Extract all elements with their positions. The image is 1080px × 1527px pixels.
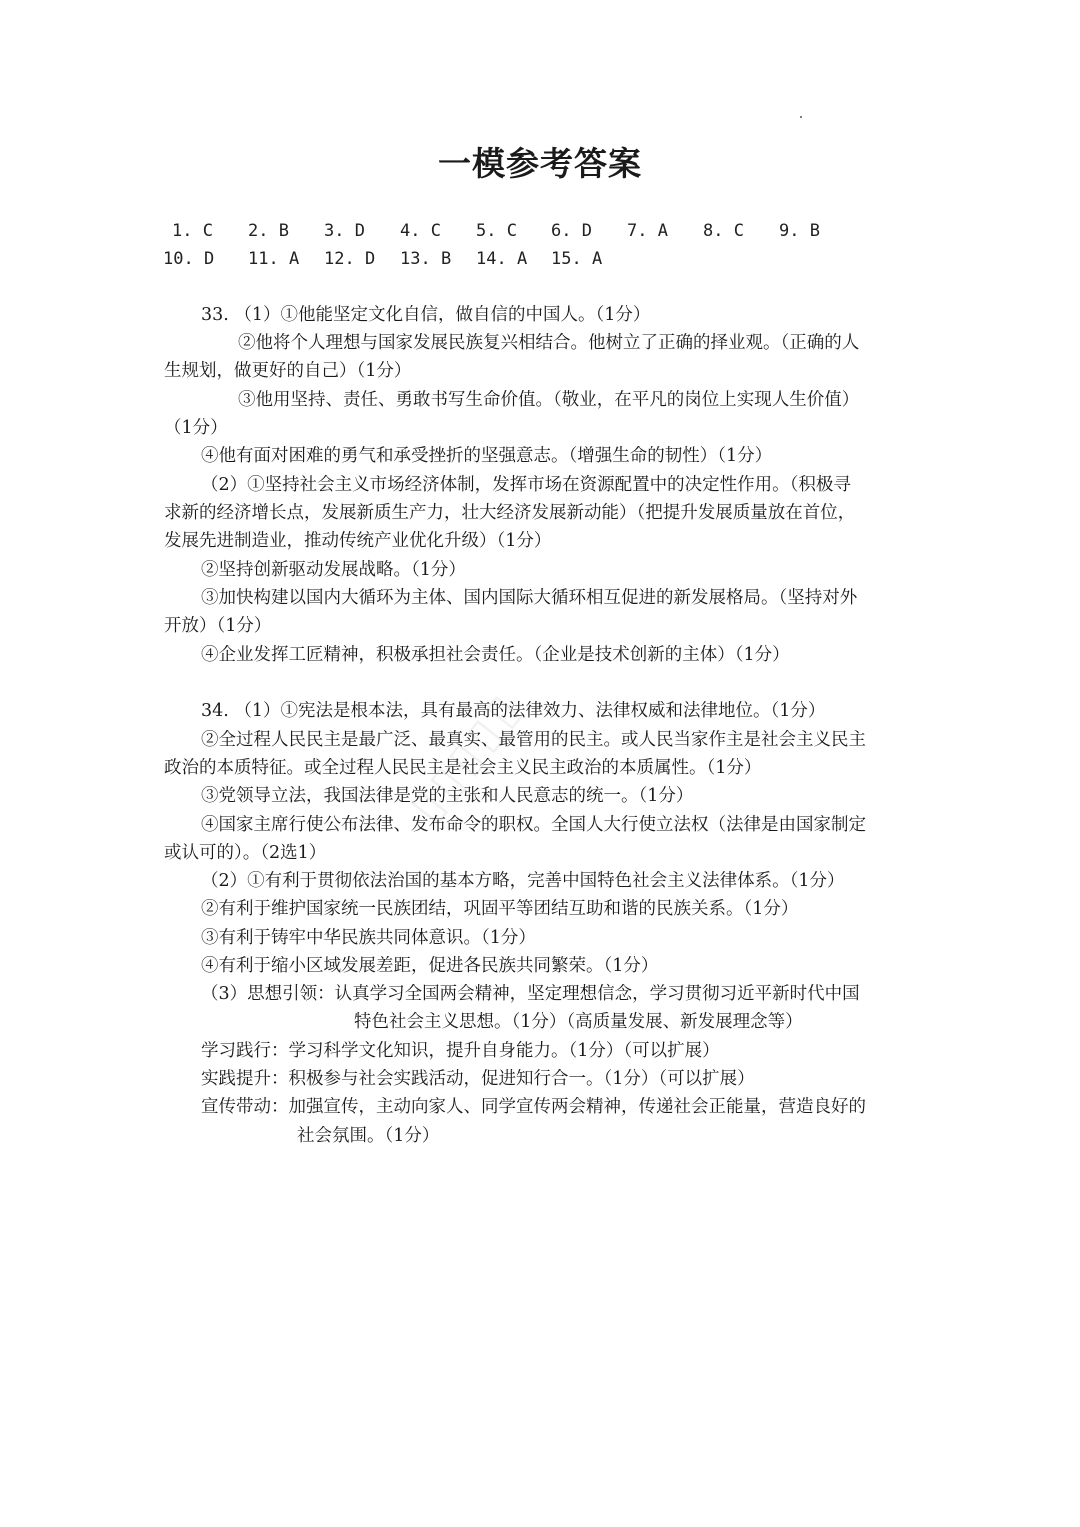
q34-line: ④有利于缩小区域发展差距，促进各民族共同繁荣。（1分） bbox=[201, 956, 659, 976]
scan-dot bbox=[800, 116, 802, 118]
choice-answer: 7. A bbox=[627, 221, 668, 241]
choice-answer: 12. D bbox=[324, 249, 376, 269]
q34-line: （2）①有利于贯彻依法治国的基本方略，完善中国特色社会主义法律体系。（1分） bbox=[201, 871, 845, 891]
q33-line: 发展先进制造业，推动传统产业优化升级）（1分） bbox=[164, 531, 552, 551]
q34-line: 宣传带动：加强宣传，主动向家人、同学宣传两会精神，传递社会正能量，营造良好的 bbox=[201, 1097, 866, 1117]
q34-line: ④国家主席行使公布法律、发布命令的职权。全国人大行使立法权（法律是由国家制定 bbox=[201, 815, 866, 835]
q34-line: ③党领导立法，我国法律是党的主张和人民意志的统一。（1分） bbox=[201, 786, 694, 806]
choice-answer: 13. B bbox=[400, 249, 452, 269]
q33-line: ③他用坚持、责任、勇敢书写生命价值。（敬业，在平凡的岗位上实现人生价值） bbox=[238, 390, 860, 410]
q34-line: 学习践行：学习科学文化知识，提升自身能力。（1分）（可以扩展） bbox=[201, 1041, 720, 1061]
choice-answer: 5. C bbox=[476, 221, 517, 241]
q34-line: ②有利于维护国家统一民族团结，巩固平等团结互助和谐的民族关系。（1分） bbox=[201, 899, 799, 919]
choice-answer: 1. C bbox=[172, 221, 213, 241]
choice-answer: 14. A bbox=[476, 249, 528, 269]
choice-answer: 4. C bbox=[400, 221, 441, 241]
q33-line: 生规划，做更好的自己）（1分） bbox=[164, 361, 412, 381]
choice-answer: 8. C bbox=[703, 221, 744, 241]
choice-answer: 11. A bbox=[248, 249, 300, 269]
q33-line: ③加快构建以国内大循环为主体、国内国际大循环相互促进的新发展格局。（坚持对外 bbox=[201, 588, 858, 608]
q33-line: （2）①坚持社会主义市场经济体制，发挥市场在资源配置中的决定性作用。（积极寻 bbox=[201, 475, 851, 495]
page-title: 一模参考答案 bbox=[438, 144, 642, 183]
choice-answer: 2. B bbox=[248, 221, 289, 241]
q33-line: ④企业发挥工匠精神，积极承担社会责任。（企业是技术创新的主体）（1分） bbox=[201, 645, 790, 665]
q34-line: 34. （1）①宪法是根本法，具有最高的法律效力、法律权威和法律地位。（1分） bbox=[201, 701, 826, 721]
choice-answer: 6. D bbox=[551, 221, 592, 241]
q33-line: 33. （1）①他能坚定文化自信，做自信的中国人。（1分） bbox=[201, 305, 651, 325]
choice-answer: 15. A bbox=[551, 249, 603, 269]
q34-line: 特色社会主义思想。（1分）（高质量发展、新发展理念等） bbox=[354, 1012, 803, 1032]
q34-line: （3）思想引领：认真学习全国两会精神，坚定理想信念，学习贯彻习近平新时代中国 bbox=[201, 984, 860, 1004]
watermark: ▯▯▯▯▯ bbox=[400, 680, 534, 832]
q33-line: ④他有面对困难的勇气和承受挫折的坚强意志。（增强生命的韧性）（1分） bbox=[201, 446, 773, 466]
q33-line: 求新的经济增长点，发展新质生产力，壮大经济发展新动能）（把提升发展质量放在首位， bbox=[164, 503, 856, 523]
q33-line: （1分） bbox=[164, 418, 228, 438]
choice-answer: 10. D bbox=[163, 249, 215, 269]
q34-line: ②全过程人民民主是最广泛、最真实、最管用的民主。或人民当家作主是社会主义民主 bbox=[201, 730, 866, 750]
q34-line: 或认可的）。（2选1） bbox=[164, 843, 327, 863]
q33-line: 开放）（1分） bbox=[164, 616, 272, 636]
q34-line: ③有利于铸牢中华民族共同体意识。（1分） bbox=[201, 928, 536, 948]
q33-line: ②坚持创新驱动发展战略。（1分） bbox=[201, 560, 466, 580]
q34-line: 实践提升：积极参与社会实践活动，促进知行合一。（1分）（可以扩展） bbox=[201, 1069, 755, 1089]
choice-answer: 3. D bbox=[324, 221, 365, 241]
choice-answer: 9. B bbox=[779, 221, 820, 241]
q33-line: ②他将个人理想与国家发展民族复兴相结合。他树立了正确的择业观。（正确的人 bbox=[238, 333, 860, 353]
q34-line: 政治的本质特征。或全过程人民民主是社会主义民主政治的本质属性。（1分） bbox=[164, 758, 762, 778]
q34-line: 社会氛围。（1分） bbox=[297, 1126, 440, 1146]
